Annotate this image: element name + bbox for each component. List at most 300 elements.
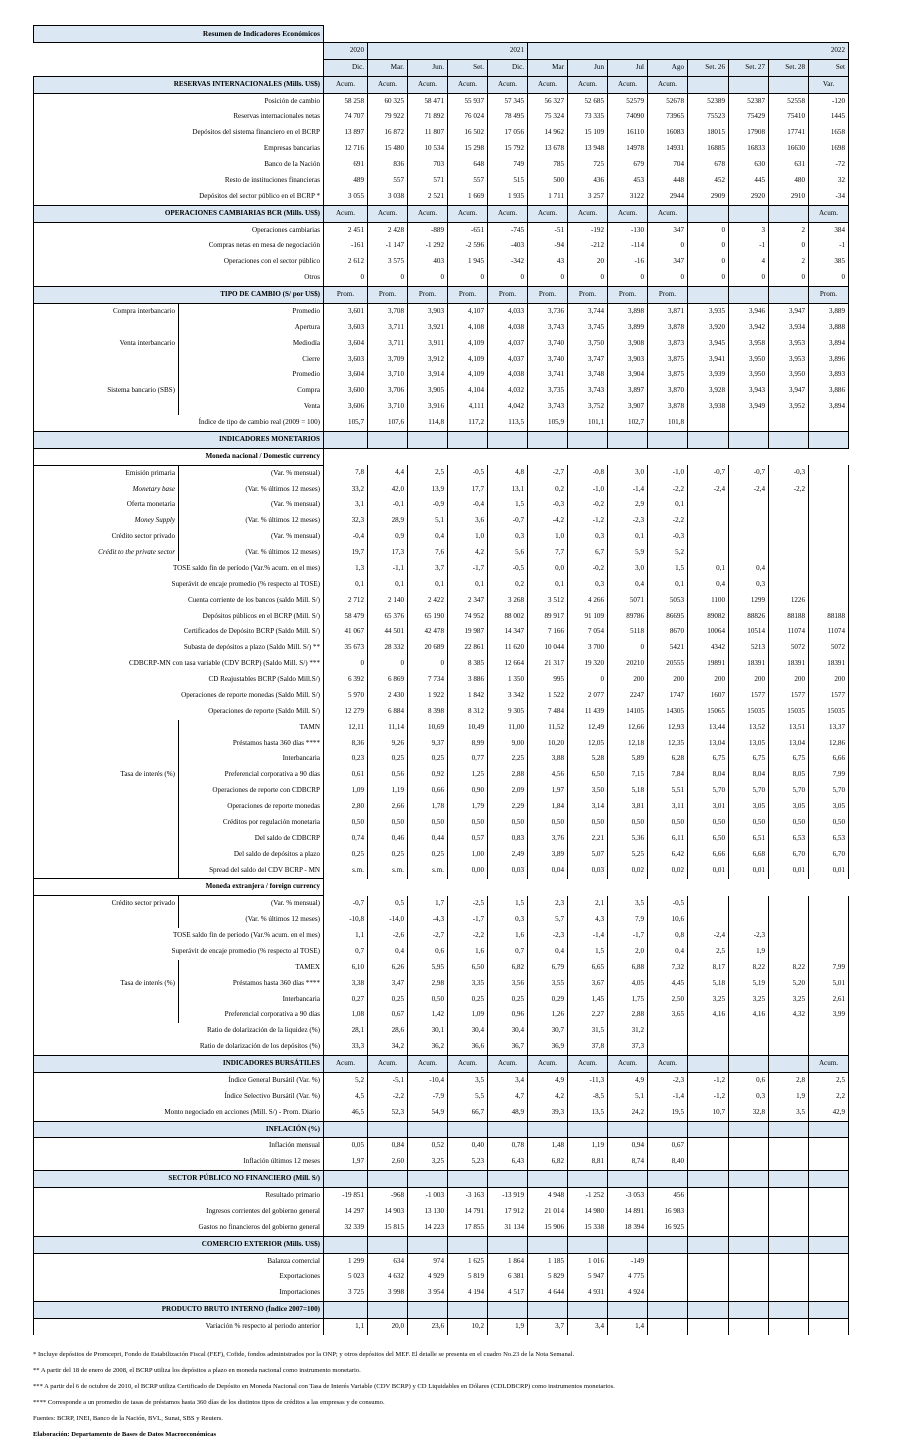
row-label <box>34 367 179 383</box>
value-cell: 17908 <box>729 125 769 141</box>
value-cell: 2,9 <box>608 497 648 513</box>
row-sublabel: Créditos por regulación monetaria <box>179 815 324 831</box>
value-cell: 4 924 <box>608 1285 648 1301</box>
row-label: Inflación últimos 12 meses <box>34 1154 324 1170</box>
value-cell: 6,65 <box>568 960 608 976</box>
row-label: Crédit to the private sector <box>34 545 179 561</box>
row-label: Compras netas en mesa de negociación <box>34 238 324 254</box>
value-cell: 0,74 <box>324 831 368 847</box>
row-label: Certificados de Depósito BCRP (Saldo Mill. S/) <box>34 624 324 640</box>
value-cell <box>809 545 849 561</box>
value-cell: 114,8 <box>408 415 448 431</box>
value-cell: 0,8 <box>648 928 688 944</box>
value-cell: 0,1 <box>324 577 368 593</box>
value-cell: 32 <box>809 173 849 189</box>
value-cell <box>688 545 729 561</box>
value-cell: 200 <box>809 672 849 688</box>
value-cell: 3,904 <box>608 367 648 383</box>
value-cell: 1577 <box>809 688 849 704</box>
row-label: Balanza comercial <box>34 1253 324 1269</box>
value-cell: 10,20 <box>528 736 568 752</box>
value-cell: 445 <box>729 173 769 189</box>
value-cell: -1 292 <box>408 238 448 254</box>
value-cell: 0,90 <box>448 783 488 799</box>
value-cell <box>528 1121 568 1138</box>
value-cell: 1,4 <box>608 1319 648 1335</box>
value-cell: 4 931 <box>568 1285 608 1301</box>
value-cell: -2,2 <box>368 1089 408 1105</box>
value-cell: 0,25 <box>488 992 528 1008</box>
value-cell: 9,00 <box>488 736 528 752</box>
value-cell: -0,9 <box>408 497 448 513</box>
value-cell: 74 952 <box>448 609 488 625</box>
value-cell: 55 937 <box>448 93 488 109</box>
row-label <box>34 399 179 415</box>
value-cell: Acum. <box>324 1056 368 1073</box>
value-cell: 30,4 <box>448 1023 488 1039</box>
value-cell: 6,68 <box>729 847 769 863</box>
value-cell: 4,2 <box>528 1089 568 1105</box>
value-cell <box>729 1154 769 1170</box>
value-cell <box>688 76 729 93</box>
row-label <box>34 751 179 767</box>
value-cell: 2,0 <box>608 944 648 960</box>
value-cell: 3,911 <box>408 336 448 352</box>
row-label: TOSE saldo fin de período (Var.% acum. en el mes) <box>34 561 324 577</box>
value-cell: 8 312 <box>448 704 488 720</box>
value-cell: Acum. <box>608 76 648 93</box>
value-cell: 18391 <box>729 656 769 672</box>
value-cell: 5 819 <box>448 1269 488 1285</box>
value-cell: 20 <box>568 254 608 270</box>
row-label: Índice General Bursátil (Var. %) <box>34 1072 324 1088</box>
value-cell: -1 <box>809 238 849 254</box>
value-cell <box>688 1319 729 1335</box>
row-label: Compra interbancario <box>34 303 179 319</box>
section-header-row <box>34 1171 849 1188</box>
value-cell: 7,99 <box>809 767 849 783</box>
value-cell: 0,01 <box>809 863 849 879</box>
value-cell: 20 689 <box>408 640 448 656</box>
value-cell: 1,0 <box>448 529 488 545</box>
value-cell: 3,914 <box>408 367 448 383</box>
table-row <box>34 320 849 336</box>
value-cell: 0 <box>568 270 608 286</box>
value-cell: 3,745 <box>568 320 608 336</box>
value-cell: 8 398 <box>408 704 448 720</box>
row-sublabel: (Var. % mensual) <box>179 896 324 912</box>
value-cell <box>729 1056 769 1073</box>
value-cell: -3 163 <box>448 1188 488 1204</box>
period-header: Mar <box>528 59 568 76</box>
value-cell: 52 685 <box>568 93 608 109</box>
value-cell: 0,57 <box>448 831 488 847</box>
value-cell: Prom. <box>528 287 568 304</box>
row-label: CD Reajustables BCRP (Saldo Mill.S/) <box>34 672 324 688</box>
value-cell: 3,710 <box>368 367 408 383</box>
value-cell <box>769 1121 809 1138</box>
value-cell: 3,38 <box>324 976 368 992</box>
row-label: Monetary base <box>34 482 179 498</box>
value-cell: 31,5 <box>568 1023 608 1039</box>
value-cell: 42 478 <box>408 624 448 640</box>
value-cell: 13,52 <box>729 720 769 736</box>
value-cell: Var. <box>809 76 849 93</box>
value-cell <box>528 1302 568 1319</box>
value-cell: 58 258 <box>324 93 368 109</box>
value-cell: 3,945 <box>688 336 729 352</box>
value-cell: 347 <box>648 222 688 238</box>
value-cell <box>608 1171 648 1188</box>
value-cell: 0,50 <box>408 992 448 1008</box>
value-cell: 0,78 <box>488 1138 528 1154</box>
value-cell: 3,752 <box>568 399 608 415</box>
value-cell: 13,9 <box>408 482 448 498</box>
value-cell: 5072 <box>809 640 849 656</box>
value-cell <box>729 513 769 529</box>
value-cell: 1 842 <box>448 688 488 704</box>
value-cell: 3,4 <box>568 1319 608 1335</box>
row-label: Crédito sector privado <box>34 529 179 545</box>
value-cell: 4,111 <box>448 399 488 415</box>
value-cell: 8,04 <box>729 767 769 783</box>
value-cell: 571 <box>408 173 448 189</box>
value-cell: 0,4 <box>608 577 648 593</box>
value-cell <box>368 1302 408 1319</box>
value-cell: Acum. <box>568 76 608 93</box>
value-cell: 4,038 <box>488 320 528 336</box>
row-label: Resto de instituciones financieras <box>34 173 324 189</box>
value-cell: 24,2 <box>608 1105 648 1121</box>
value-cell: Acum. <box>608 1056 648 1073</box>
row-label: Monto negociado en acciones (Mill. S/) - Prom. Diario <box>34 1105 324 1121</box>
value-cell <box>809 928 849 944</box>
value-cell: 0 <box>408 656 448 672</box>
value-cell: Acum. <box>648 205 688 222</box>
row-label <box>34 831 179 847</box>
table-row <box>34 352 849 368</box>
value-cell: 88 002 <box>488 609 528 625</box>
value-cell: 0,46 <box>368 831 408 847</box>
table-row <box>34 815 849 831</box>
value-cell <box>769 1188 809 1204</box>
value-cell: 3,921 <box>408 320 448 336</box>
value-cell <box>769 545 809 561</box>
value-cell: 5,36 <box>608 831 648 847</box>
value-cell: 0,1 <box>648 497 688 513</box>
value-cell: 0,50 <box>448 815 488 831</box>
row-label: Banco de la Nación <box>34 157 324 173</box>
value-cell: 3,67 <box>568 976 608 992</box>
value-cell <box>729 1285 769 1301</box>
value-cell: 0,67 <box>368 1007 408 1023</box>
value-cell: 1,9 <box>769 1089 809 1105</box>
value-cell: -0,2 <box>568 561 608 577</box>
period-header: Ago <box>648 59 688 76</box>
row-sublabel: (Var. % últimos 12 meses) <box>179 545 324 561</box>
value-cell: 5 023 <box>324 1269 368 1285</box>
footnote: Elaboración: Departamento de Bases de Datos Macroeconómicas <box>33 1431 217 1438</box>
value-cell: 0 <box>688 238 729 254</box>
value-cell: 0 <box>528 270 568 286</box>
value-cell: 8,99 <box>448 736 488 752</box>
table-row <box>34 482 849 498</box>
value-cell: 13,04 <box>688 736 729 752</box>
value-cell: 5213 <box>729 640 769 656</box>
value-cell: 6,53 <box>769 831 809 847</box>
value-cell: -7,9 <box>408 1089 448 1105</box>
value-cell: 3,25 <box>729 992 769 1008</box>
value-cell: 52579 <box>608 93 648 109</box>
row-sublabel: (Var. % últimos 12 meses) <box>179 513 324 529</box>
value-cell: 6 392 <box>324 672 368 688</box>
table-row <box>34 799 849 815</box>
value-cell: 0 <box>769 238 809 254</box>
value-cell: 0,4 <box>408 529 448 545</box>
section-title: TIPO DE CAMBIO (S/ por US$) <box>34 287 324 304</box>
value-cell: 89 917 <box>528 609 568 625</box>
value-cell: 785 <box>528 157 568 173</box>
value-cell: -1,2 <box>568 513 608 529</box>
value-cell: 0,7 <box>324 944 368 960</box>
value-cell: 4,038 <box>488 367 528 383</box>
value-cell: 11 807 <box>408 125 448 141</box>
value-cell: 4 775 <box>608 1269 648 1285</box>
value-cell: 101,1 <box>568 415 608 431</box>
value-cell: 4 194 <box>448 1285 488 1301</box>
value-cell: 31 134 <box>488 1220 528 1236</box>
value-cell: 14 962 <box>528 125 568 141</box>
period-header: Jun. <box>408 59 448 76</box>
value-cell: 0,1 <box>528 577 568 593</box>
section-header-row <box>34 287 849 304</box>
value-cell: 2,1 <box>568 896 608 912</box>
value-cell: 78 495 <box>488 109 528 125</box>
value-cell: 14305 <box>648 704 688 720</box>
value-cell: 0,6 <box>408 944 448 960</box>
value-cell <box>688 497 729 513</box>
footnotes <box>33 1347 873 1443</box>
value-cell: 6,26 <box>368 960 408 976</box>
table-row <box>34 1285 849 1301</box>
value-cell: 452 <box>688 173 729 189</box>
value-cell: 0 <box>408 270 448 286</box>
table-row <box>34 173 849 189</box>
value-cell <box>729 1204 769 1220</box>
row-label <box>34 720 179 736</box>
value-cell: 6,75 <box>688 751 729 767</box>
value-cell: 2909 <box>688 189 729 205</box>
value-cell <box>769 287 809 304</box>
value-cell: 3,905 <box>408 383 448 399</box>
value-cell: Prom. <box>408 287 448 304</box>
value-cell: 2,60 <box>368 1154 408 1170</box>
table-row <box>34 1319 849 1335</box>
value-cell: 3,711 <box>368 336 408 352</box>
table-row <box>34 1039 849 1055</box>
section-title: PRODUCTO BRUTO INTERNO (Índice 2007=100) <box>34 1302 324 1319</box>
value-cell: 4,032 <box>488 383 528 399</box>
value-cell: 0,50 <box>568 815 608 831</box>
value-cell <box>809 944 849 960</box>
value-cell: -889 <box>408 222 448 238</box>
value-cell <box>769 1285 809 1301</box>
subsection-row <box>34 879 849 896</box>
value-cell: 5 970 <box>324 688 368 704</box>
value-cell: 0 <box>688 222 729 238</box>
value-cell: 3,0 <box>608 465 648 481</box>
value-cell: 32,8 <box>729 1105 769 1121</box>
value-cell: Acum. <box>408 76 448 93</box>
value-cell: 11,00 <box>488 720 528 736</box>
value-cell: 12 279 <box>324 704 368 720</box>
value-cell: 37,8 <box>568 1039 608 1055</box>
value-cell: 2,25 <box>488 751 528 767</box>
value-cell: 6,75 <box>769 751 809 767</box>
section-header-row <box>34 1056 849 1073</box>
table-row <box>34 577 849 593</box>
value-cell: 489 <box>324 173 368 189</box>
value-cell: -0,7 <box>488 513 528 529</box>
value-cell: 0,52 <box>408 1138 448 1154</box>
value-cell <box>324 1121 368 1138</box>
value-cell <box>729 1236 769 1253</box>
value-cell: 3,896 <box>809 352 849 368</box>
row-label: Otros <box>34 270 324 286</box>
value-cell: 2,98 <box>408 976 448 992</box>
value-cell: 19891 <box>688 656 729 672</box>
value-cell: 1,25 <box>448 767 488 783</box>
value-cell: -0,8 <box>568 465 608 481</box>
value-cell: 5,20 <box>769 976 809 992</box>
value-cell: 2 347 <box>448 593 488 609</box>
value-cell: 634 <box>368 1253 408 1269</box>
value-cell: 3,606 <box>324 399 368 415</box>
value-cell: 3,898 <box>608 303 648 319</box>
subsection-label: Moneda nacional / Domestic currency <box>34 448 324 465</box>
value-cell: 0 <box>608 640 648 656</box>
value-cell: 974 <box>408 1253 448 1269</box>
value-cell: 1,5 <box>488 896 528 912</box>
value-cell: Prom. <box>488 287 528 304</box>
value-cell: 0 <box>769 270 809 286</box>
value-cell: 79 922 <box>368 109 408 125</box>
value-cell: 515 <box>488 173 528 189</box>
value-cell: 1658 <box>809 125 849 141</box>
value-cell: 20,0 <box>368 1319 408 1335</box>
value-cell: 1 016 <box>568 1253 608 1269</box>
value-cell <box>809 577 849 593</box>
value-cell: -0,7 <box>324 896 368 912</box>
value-cell: 12,66 <box>608 720 648 736</box>
value-cell: 4,45 <box>648 976 688 992</box>
value-cell <box>648 1236 688 1253</box>
value-cell: 16 983 <box>648 1204 688 1220</box>
table-row <box>34 1253 849 1269</box>
value-cell: 1698 <box>809 141 849 157</box>
value-cell <box>608 1236 648 1253</box>
value-cell: Prom. <box>324 287 368 304</box>
value-cell: 75410 <box>769 109 809 125</box>
value-cell: 456 <box>648 1188 688 1204</box>
value-cell: 1 669 <box>448 189 488 205</box>
value-cell: 65 376 <box>368 609 408 625</box>
row-label <box>34 815 179 831</box>
value-cell: 9 305 <box>488 704 528 720</box>
value-cell: 2,3 <box>528 896 568 912</box>
value-cell: 2,29 <box>488 799 528 815</box>
value-cell <box>688 896 729 912</box>
value-cell: -1,7 <box>448 912 488 928</box>
value-cell: 2,88 <box>488 767 528 783</box>
value-cell: -745 <box>488 222 528 238</box>
table-row <box>34 688 849 704</box>
value-cell: 2 140 <box>368 593 408 609</box>
value-cell: 1299 <box>729 593 769 609</box>
value-cell: 3 575 <box>368 254 408 270</box>
value-cell <box>729 1269 769 1285</box>
row-label: Índice de tipo de cambio real (2009 = 100) <box>34 415 324 431</box>
value-cell: 5053 <box>648 593 688 609</box>
table-row <box>34 1023 849 1039</box>
value-cell: -2,7 <box>528 465 568 481</box>
value-cell: 3,603 <box>324 352 368 368</box>
value-cell <box>729 497 769 513</box>
value-cell: 13 130 <box>408 1204 448 1220</box>
value-cell: 3,6 <box>448 513 488 529</box>
value-cell: 0,1 <box>408 577 448 593</box>
value-cell <box>448 1236 488 1253</box>
row-label: Ingresos corrientes del gobierno general <box>34 1204 324 1220</box>
value-cell <box>809 1121 849 1138</box>
value-cell: 11074 <box>769 624 809 640</box>
value-cell: 10,69 <box>408 720 448 736</box>
value-cell: 995 <box>528 672 568 688</box>
table-row <box>34 704 849 720</box>
value-cell: 76 024 <box>448 109 488 125</box>
value-cell: 6,82 <box>488 960 528 976</box>
value-cell <box>769 1056 809 1073</box>
row-label: Venta interbancario <box>34 336 179 352</box>
table-row <box>34 415 849 431</box>
value-cell: 3,747 <box>568 352 608 368</box>
value-cell: 19 320 <box>568 656 608 672</box>
row-label <box>34 992 179 1008</box>
value-cell: -0,4 <box>324 529 368 545</box>
value-cell: 3,878 <box>648 320 688 336</box>
value-cell: 8,40 <box>648 1154 688 1170</box>
value-cell: 21 317 <box>528 656 568 672</box>
period-header: Jul <box>608 59 648 76</box>
value-cell: 6,42 <box>648 847 688 863</box>
value-cell: -2,5 <box>448 896 488 912</box>
value-cell: 44 501 <box>368 624 408 640</box>
value-cell: 88188 <box>809 609 849 625</box>
value-cell <box>568 1171 608 1188</box>
value-cell: 3,88 <box>528 751 568 767</box>
value-cell: s.m. <box>368 863 408 879</box>
value-cell: 2,8 <box>769 1072 809 1088</box>
value-cell: 0 <box>809 270 849 286</box>
row-sublabel: Interbancaria <box>179 992 324 1008</box>
value-cell <box>648 431 688 448</box>
value-cell: 12 716 <box>324 141 368 157</box>
value-cell <box>769 928 809 944</box>
value-cell: 0,01 <box>769 863 809 879</box>
value-cell <box>809 1269 849 1285</box>
value-cell: 3,01 <box>688 799 729 815</box>
row-label <box>34 960 179 976</box>
